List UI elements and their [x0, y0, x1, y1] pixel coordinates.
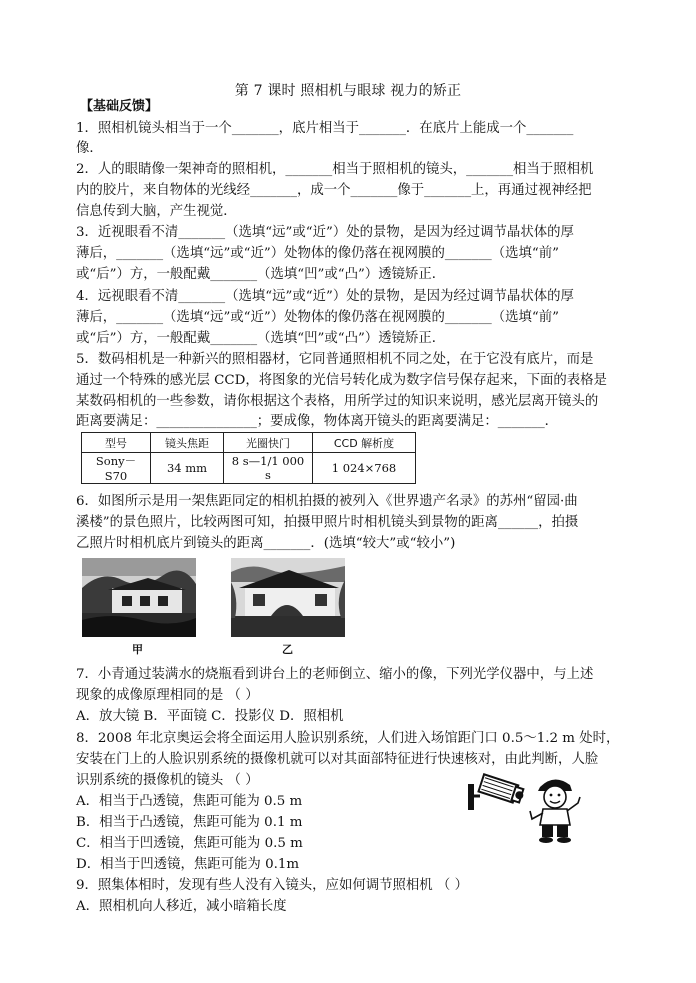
- question-line: 或“后”）方，一般配戴_______（选填“凹”或“凸”）透镜矫正．: [76, 331, 446, 346]
- caption-right: 乙: [282, 643, 293, 656]
- table-header: CCD 解析度: [313, 433, 416, 453]
- table-cell: 8 s—1/1 000 s: [224, 453, 313, 484]
- question-line: 7．小青通过装满水的烧瓶看到讲台上的老师倒立、缩小的像，下列光学仪器中，与上述: [76, 667, 594, 682]
- table-row: [82, 453, 416, 484]
- table-header-row: [82, 433, 416, 453]
- question-line: 内的胶片，来自物体的光线经_______，成一个_______像于_______上，再通过视神经把: [76, 183, 592, 198]
- question-line: 现象的成像原理相同的是 （ ）: [76, 688, 259, 703]
- question-line: 2．人的眼睛像一架神奇的照相机，_______相当于照相机的镜头，_______相当于照相机: [76, 162, 594, 177]
- question-line: 8．2008 年北京奥运会将全面运用人脸识别系统，人们进入场馆距门口 0.5～1.2 m 处时，: [76, 731, 620, 746]
- question-line: 识别系统的摄像机的镜头 （ ）: [76, 773, 259, 788]
- table-cell: Sony－S70: [82, 453, 151, 484]
- question-line: 某数码相机的一些参数，请你根据这个表格，用所学过的知识来说明，感光层离开镜头的: [76, 394, 599, 409]
- question-line: 3．近视眼看不清_______（选填“远”或“近”）处的景物，是因为经过调节晶状体的厚: [76, 225, 574, 240]
- table-cell: 34 mm: [151, 453, 224, 484]
- question-line: 1．照相机镜头相当于一个_______，底片相当于_______．在底片上能成一个_______: [76, 121, 574, 136]
- caption-left: 甲: [132, 643, 143, 656]
- answer-option: A．照相机向人移近，减小暗箱长度: [76, 899, 287, 914]
- answer-options: A．放大镜 B．平面镜 C．投影仪 D．照相机: [76, 709, 344, 724]
- question-line: 像．: [76, 141, 103, 156]
- cartoon-boy-icon: [526, 773, 584, 845]
- table-header: 型号: [82, 433, 151, 453]
- answer-option: B．相当于凸透镜，焦距可能为 0.1 m: [76, 815, 303, 830]
- answer-option: C．相当于凹透镜，焦距可能为 0.5 m: [76, 836, 303, 851]
- question-line: 溪楼”的景色照片，比较两图可知，拍摄甲照片时相机镜头到景物的距离______，拍摄: [76, 515, 579, 530]
- question-line: 乙照片时相机底片到镜头的距离_______．(选填“较大”或“较小”): [76, 536, 456, 551]
- question-line: 安装在门上的人脸识别系统的摄像机就可以对其面部特征进行快速核对，由此判断，人脸: [76, 752, 599, 767]
- question-line: 或“后”）方，一般配戴_______（选填“凹”或“凸”）透镜矫正．: [76, 267, 446, 282]
- question-line: 信息传到大脑，产生视觉．: [76, 204, 237, 219]
- garden-photo-left: [82, 558, 196, 637]
- answer-option: A．相当于凸透镜，焦距可能为 0.5 m: [76, 794, 303, 809]
- garden-photo-right: [231, 558, 345, 637]
- table-header: 光圈快门: [224, 433, 313, 453]
- question-line: 9．照集体相时，发现有些人没有入镜头，应如何调节照相机 （ ）: [76, 878, 468, 893]
- question-line: 5．数码相机是一种新兴的照相器材，它同普通照相机不同之处，在于它没有底片，而是: [76, 352, 594, 367]
- answer-option: D．相当于凹透镜，焦距可能为 0.1m: [76, 857, 300, 872]
- question-line: 6．如图所示是用一架焦距同定的相机拍摄的被列入《世界遗产名录》的苏州“留园·曲: [76, 494, 578, 509]
- camera-spec-table: [81, 432, 416, 484]
- question-line: 薄后，_______（选填“远”或“近”）处物体的像仍落在视网膜的_______（选填“前”: [76, 310, 559, 325]
- question-line: 4．远视眼看不清_______（选填“远”或“近”）处的景物，是因为经过调节晶状体的厚: [76, 289, 574, 304]
- question-line: 距离要满足：_______________；要成像，物体离开镜头的距离要满足：_______．: [76, 414, 559, 429]
- security-camera-icon: [466, 770, 528, 816]
- page-title: 第 7 课时 照相机与眼球 视力的矫正: [234, 83, 462, 99]
- section-heading: 【基础反馈】: [80, 99, 159, 114]
- table-header: 镜头焦距: [151, 433, 224, 453]
- table-cell: 1 024×768: [313, 453, 416, 484]
- question-line: 通过一个特殊的感光层 CCD，将图象的光信号转化成为数字信号保存起来，下面的表格是: [76, 373, 607, 388]
- question-line: 薄后，_______（选填“远”或“近”）处物体的像仍落在视网膜的_______（选填“前”: [76, 246, 559, 261]
